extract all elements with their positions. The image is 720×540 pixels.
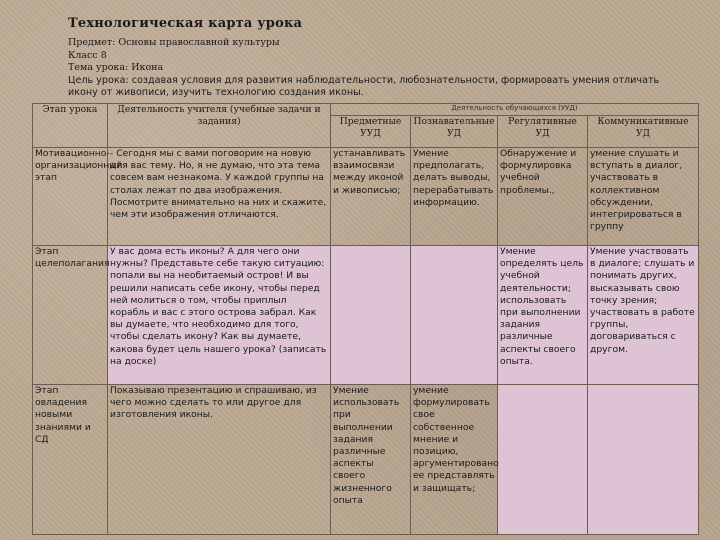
header-communicative-uud: Коммуникативные УД [588,116,699,148]
row-teacher-activity: У вас дома есть иконы? А для чего они нужны? Представьте себе такую ситуацию: попали вы на необитаемый остров! И вы решили написать себе икону, чтобы перед ней молиться о том, чтобы приплыл корабль и вас с этого острова забрал. Как вы думаете, что необходимо для того, чтобы сделать икону? Как вы думаете, какова будет цель нашего урока? (записать на доске) [108,246,331,385]
table-row [33,148,699,246]
grade-line: Класс 8 [68,49,107,61]
row-communicative-uud [588,385,699,535]
row-subject-uud [331,246,411,385]
goal-line-continued: икону от живописи, изучить технологию создания иконы. [68,87,364,98]
row-subject-uud: устанавливать взаимосвязи между иконой и живописью; [331,148,411,246]
row-communicative-uud: Умение участвовать в диалоге; слушать и понимать других, высказывать свою точку зрения; участвовать в работе группы, договариваться с другом. [588,246,699,385]
topic-line: Тема урока: Икона [68,62,164,73]
row-stage: Этап овладения новыми знаниями и СД [33,385,108,535]
row-cognitive-uud: умение формулировать свое собственное мнение и позицию, аргументировано ее представлять и защищать; [411,385,498,535]
row-teacher-activity: Показываю презентацию и спрашиваю, из чего можно сделать то или другое для изготовления иконы. [108,385,331,535]
row-regulative-uud [498,385,588,535]
row-subject-uud: Умение использовать при выполнении задания различные аспекты своего жизненного опыта [331,385,411,535]
row-stage: Этап целеполагания [33,246,108,385]
row-cognitive-uud: Умение предполагать, делать выводы, перерабатывать информацию. [411,148,498,246]
header-student-activity: Деятельность обучающихся (УУД) [331,104,699,116]
document-title: Технологическая карта урока [68,16,303,31]
subject-line: Предмет: Основы православной культуры [68,37,280,48]
row-cognitive-uud [411,246,498,385]
row-regulative-uud: Обнаружение и формулировка учебной проблемы., [498,148,588,246]
table-row [33,246,699,385]
row-regulative-uud: Умение определять цель учебной деятельности; использовать при выполнении задания различные аспекты своего опыта. [498,246,588,385]
header-stage: Этап урока [33,104,108,148]
table-row [33,385,699,535]
header-teacher-activity: Деятельность учителя (учебные задачи и задания) [108,104,331,148]
row-communicative-uud: умение слушать и вступать в диалог, участвовать в коллективном обсуждении, интегрироваться в группу [588,148,699,246]
goal-line: Цель урока: создавая условия для развития наблюдательности, любознательности, формировать умения отличать [68,74,660,86]
document-header [68,16,708,100]
row-teacher-activity: - Сегодня мы с вами поговорим на новую для вас тему. Но, я не думаю, что эта тема совсем вам незнакома. У каждой группы на столах лежат по два изображения. Посмотрите внимательно на них и скажите, чем эти изображения отличаются. [108,148,331,246]
row-stage: Мотивационно-организационный этап [33,148,108,246]
header-cognitive-uud: Познавательные УД [411,116,498,148]
header-regulative-uud: Регулятивные УД [498,116,588,148]
header-subject-uud: Предметные УУД [331,116,411,148]
lesson-plan-table [32,103,699,535]
